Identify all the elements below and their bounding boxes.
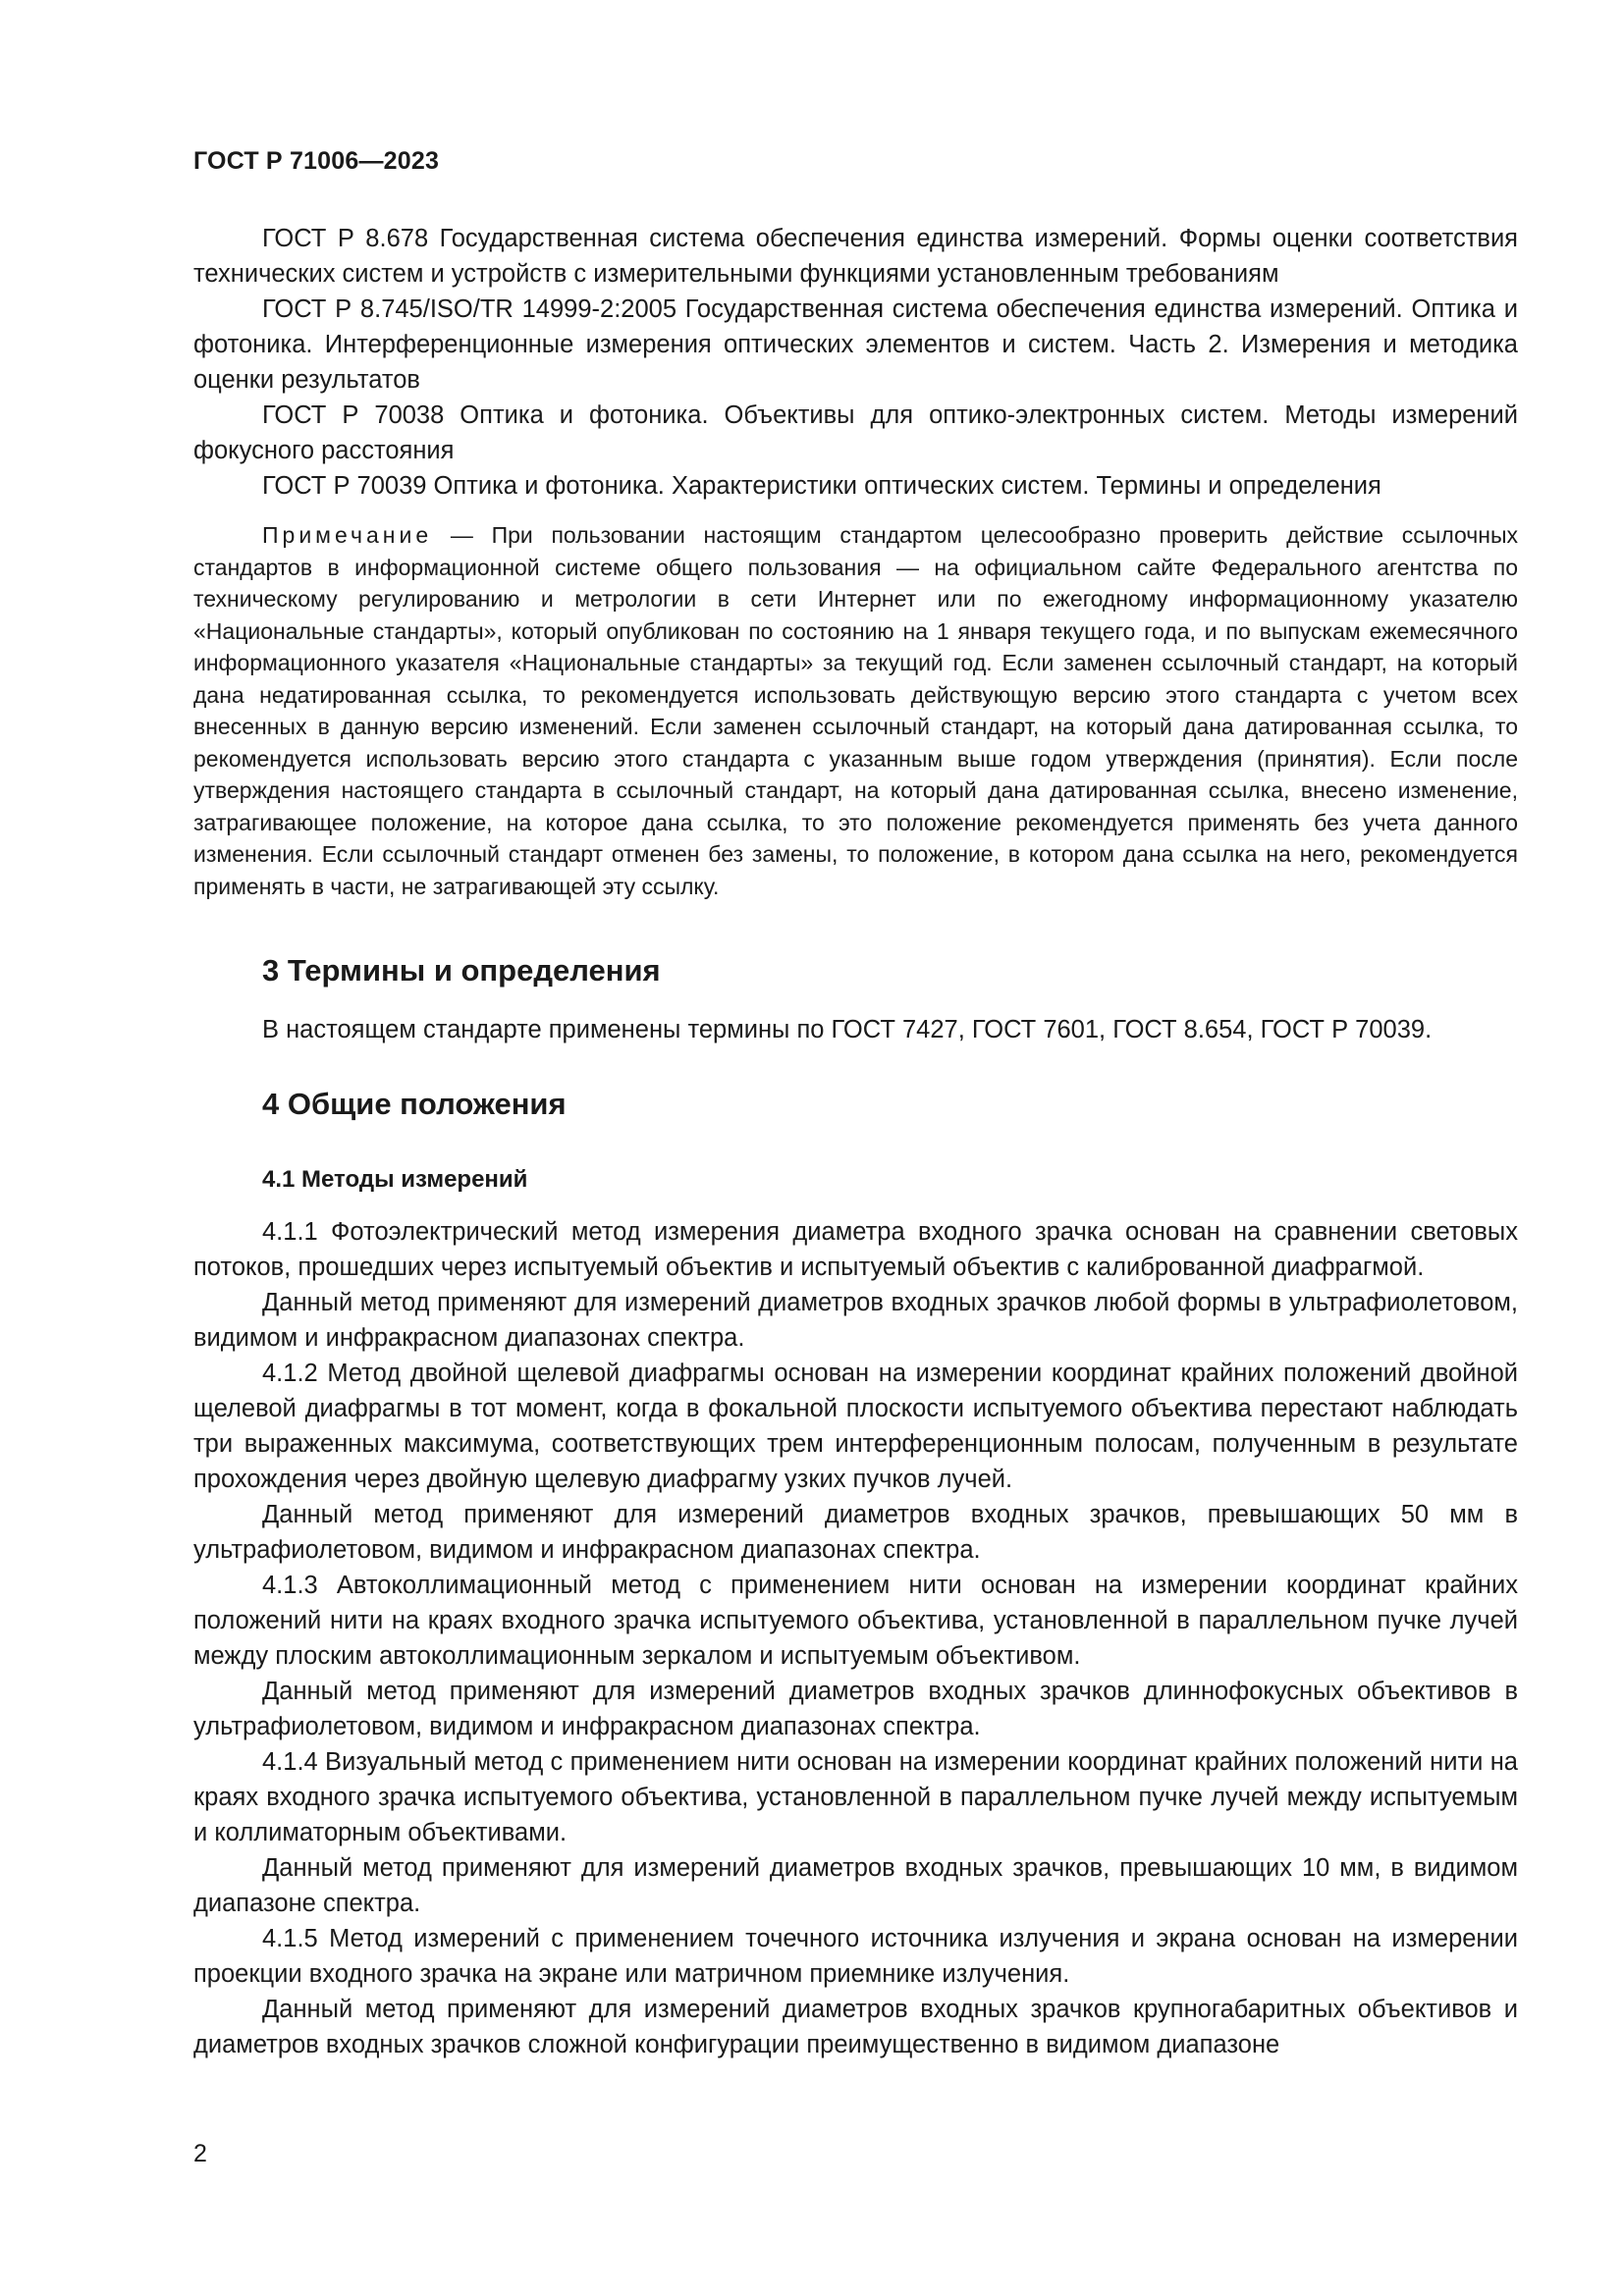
section-4-heading: 4 Общие положения xyxy=(262,1087,567,1121)
method-paragraph: 4.1.5 Метод измерений с применением точечного источника излучения и экрана основан на измерении проекции входного зрачка на экране или матричном приемнике излучения. xyxy=(193,1925,1518,1988)
section-3-text: В настоящем стандарте применены термины по ГОСТ 7427, ГОСТ 7601, ГОСТ 8.654, ГОСТ Р 70039. xyxy=(262,1016,1433,1043)
method-paragraph: Данный метод применяют для измерений диаметров входных зрачков крупногабаритных объективов и диаметров входных зрачков сложной конфигурации преимущественно в видимом диапазоне xyxy=(193,1996,1518,2058)
method-paragraph: Данный метод применяют для измерений диаметров входных зрачков любой формы в ультрафиолетовом, видимом и инфракрасном диапазонах спектра. xyxy=(193,1289,1518,1352)
note-paragraph xyxy=(193,519,1518,902)
method-paragraph: Данный метод применяют для измерений диаметров входных зрачков, превышающих 50 мм в ультрафиолетовом, видимом и инфракрасном диапазонах спектра. xyxy=(193,1501,1518,1564)
subsection-4-1-heading: 4.1 Методы измерений xyxy=(262,1166,528,1193)
method-paragraph: Данный метод применяют для измерений диаметров входных зрачков длиннофокусных объективов в ультрафиолетовом, видимом и инфракрасном диапазонах спектра. xyxy=(193,1678,1518,1740)
note-text: — При пользовании настоящим стандартом целесообразно проверить действие ссылочных стандартов в информационной системе общего пользования — на официальном сайте Федерального агентства по техническому регулированию и метрологии в сети Интернет или по ежегодному информационному указателю «Национальные стандарты», который опубликован по состоянию на 1 января текущего года, и по выпускам ежемесячного информационного указателя «Национальные стандарты» за текущий год. Если заменен ссылочный стандарт, на который дана недатированная ссылка, то рекомендуется использовать действующую версию этого стандарта с учетом всех внесенных в данную версию изменений. Если заменен ссылочный стандарт, на который дана датированная ссылка, то рекомендуется использовать версию этого стандарта с указанным выше годом утверждения (принятия). Если после утверждения настоящего стандарта в ссылочный стандарт, на который дана датированная ссылка, внесено изменение, затрагивающее положение, на которое дана ссылка, то это положение рекомендуется применять без учета данного изменения. Если ссылочный стандарт отменен без замены, то положение, в котором дана ссылка на него, рекомендуется применять в части, не затрагивающей эту ссылку. xyxy=(193,522,1518,899)
reference-item: ГОСТ Р 8.745/ISO/TR 14999-2:2005 Государственная система обеспечения единства измерений. Оптика и фотоника. Интерференционные измерения оптических элементов и систем. Часть 2. Измерения и методика оценки результатов xyxy=(193,295,1518,394)
note-label: Примечание xyxy=(262,522,433,548)
document-header: ГОСТ Р 71006—2023 xyxy=(193,147,440,175)
method-paragraph: 4.1.1 Фотоэлектрический метод измерения диаметра входного зрачка основан на сравнении световых потоков, прошедших через испытуемый объектив и испытуемый объектив с калиброванной диафрагмой. xyxy=(193,1218,1518,1281)
reference-item: ГОСТ Р 70039 Оптика и фотоника. Характеристики оптических систем. Термины и определения xyxy=(262,472,1381,500)
page-number: 2 xyxy=(193,2140,207,2167)
section-3-heading: 3 Термины и определения xyxy=(262,953,661,988)
page-content xyxy=(193,221,1518,2062)
method-paragraph: 4.1.4 Визуальный метод с применением нити основан на измерении координат крайних положений нити на краях входного зрачка испытуемого объектива, установленной в параллельном пучке лучей между испытуемым и коллиматорным объективами. xyxy=(193,1748,1518,1846)
reference-item: ГОСТ Р 70038 Оптика и фотоника. Объективы для оптико-электронных систем. Методы измерений фокусного расстояния xyxy=(193,401,1518,464)
method-paragraph: 4.1.3 Автоколлимационный метод с применением нити основан на измерении координат крайних положений нити на краях входного зрачка испытуемого объектива, установленной в параллельном пучке лучей между плоским автоколлимационным зеркалом и испытуемым объективом. xyxy=(193,1572,1518,1670)
method-paragraph: 4.1.2 Метод двойной щелевой диафрагмы основан на измерении координат крайних положений двойной щелевой диафрагмы в тот момент, когда в фокальной плоскости испытуемого объектива перестают наблюдать три выраженных максимума, соответствующих трем интерференционным полосам, полученным в результате прохождения через двойную щелевую диафрагму узких пучков лучей. xyxy=(193,1360,1518,1493)
reference-item: ГОСТ Р 8.678 Государственная система обеспечения единства измерений. Формы оценки соответствия технических систем и устройств с измерительными функциями установленным требованиям xyxy=(193,225,1518,288)
method-paragraph: Данный метод применяют для измерений диаметров входных зрачков, превышающих 10 мм, в видимом диапазоне спектра. xyxy=(193,1854,1518,1917)
